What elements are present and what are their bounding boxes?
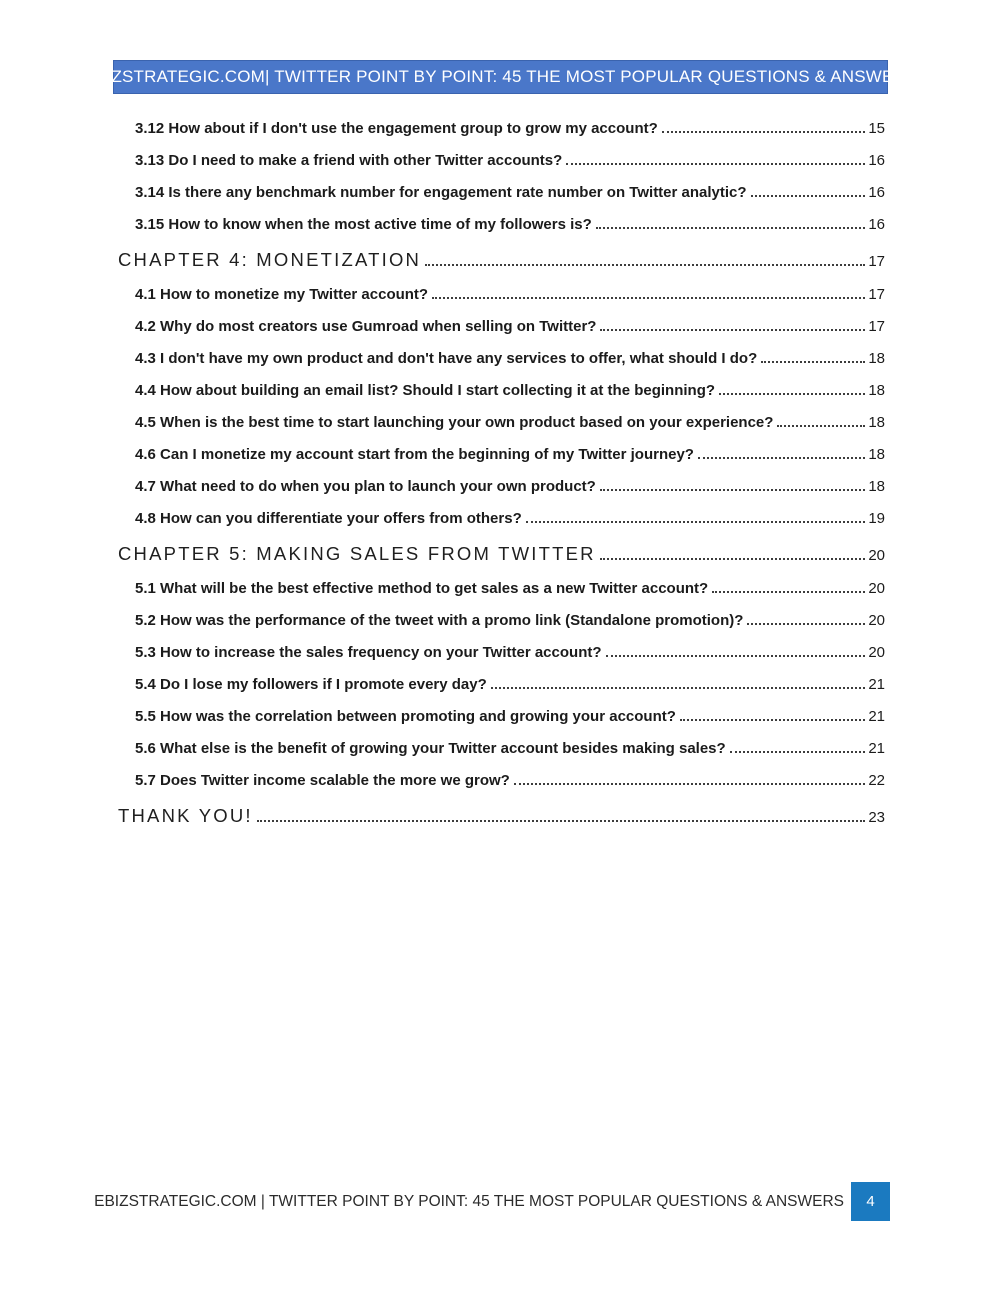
toc-page-number: 20: [868, 580, 885, 597]
toc-leader-dots: [761, 361, 865, 363]
toc-entry-label: 5.4 Do I lose my followers if I promote every day?: [135, 676, 487, 693]
toc-entry[interactable]: [118, 701, 885, 733]
toc-leader-dots: [596, 227, 866, 229]
toc-page-number: 21: [868, 740, 885, 757]
toc-leader-dots: [526, 521, 866, 523]
toc-leader-dots: [662, 131, 866, 133]
toc-entry-label: 5.7 Does Twitter income scalable the more we grow?: [135, 772, 510, 789]
toc-entry[interactable]: [118, 669, 885, 701]
toc-entry[interactable]: [118, 113, 885, 145]
toc-entry[interactable]: [118, 637, 885, 669]
toc-leader-dots: [747, 623, 865, 625]
toc-page-number: 17: [868, 286, 885, 303]
toc-page-number: 23: [868, 809, 885, 826]
toc-entry[interactable]: [118, 605, 885, 637]
toc-entry-label: 5.5 How was the correlation between promoting and growing your account?: [135, 708, 676, 725]
toc-entry[interactable]: [118, 439, 885, 471]
toc-page-number: 21: [868, 676, 885, 693]
toc-page-number: 18: [868, 414, 885, 431]
toc-entry-label: 5.6 What else is the benefit of growing your Twitter account besides making sales?: [135, 740, 726, 757]
page-number-box: [851, 1182, 890, 1221]
toc-chapter-entry[interactable]: [118, 244, 885, 276]
toc-leader-dots: [566, 163, 865, 165]
toc-entry-label: 3.15 How to know when the most active time of my followers is?: [135, 216, 592, 233]
toc-entry-label: 4.2 Why do most creators use Gumroad when selling on Twitter?: [135, 318, 597, 335]
toc-leader-dots: [600, 329, 865, 331]
toc-leader-dots: [600, 558, 866, 560]
toc-entry[interactable]: [118, 311, 885, 343]
toc-leader-dots: [514, 783, 865, 785]
toc-entry[interactable]: [118, 765, 885, 797]
toc-page-number: 20: [868, 547, 885, 564]
toc-page-number: 17: [868, 253, 885, 270]
toc-entry[interactable]: [118, 733, 885, 765]
toc-entry-label: CHAPTER 5: MAKING SALES FROM TWITTER: [118, 543, 596, 564]
toc-entry[interactable]: [118, 573, 885, 605]
toc-leader-dots: [777, 425, 865, 427]
toc-page-number: 16: [868, 184, 885, 201]
toc-entry[interactable]: [118, 177, 885, 209]
header-banner: [83, 60, 918, 94]
toc-entry[interactable]: [118, 145, 885, 177]
toc-leader-dots: [712, 591, 865, 593]
page-number: 4: [866, 1193, 875, 1210]
header-banner-text: EBIZSTRATEGIC.COM| TWITTER POINT BY POINT: 45 THE MOST POPULAR QUESTIONS & ANSWERS: [83, 67, 918, 86]
toc-leader-dots: [719, 393, 865, 395]
toc-page-number: 18: [868, 446, 885, 463]
toc-page-number: 22: [868, 772, 885, 789]
toc-leader-dots: [751, 195, 866, 197]
toc-entry-label: 4.1 How to monetize my Twitter account?: [135, 286, 429, 303]
toc-page-number: 20: [868, 612, 885, 629]
toc-entry-label: 4.5 When is the best time to start launching your own product based on your experience?: [135, 414, 774, 431]
toc-entry[interactable]: [118, 279, 885, 311]
toc-page-number: 18: [868, 350, 885, 367]
page-footer: [94, 1182, 890, 1221]
toc-chapter-entry[interactable]: [118, 800, 885, 832]
toc-entry[interactable]: [118, 209, 885, 241]
toc-entry-label: 5.3 How to increase the sales frequency on your Twitter account?: [135, 644, 602, 661]
toc-entry-label: 4.7 What need to do when you plan to launch your own product?: [135, 478, 596, 495]
toc-page-number: 18: [868, 478, 885, 495]
toc-entry[interactable]: [118, 503, 885, 535]
toc-page-number: 16: [868, 216, 885, 233]
toc-page-number: 15: [868, 120, 885, 137]
toc-page-number: 20: [868, 644, 885, 661]
toc-leader-dots: [432, 297, 865, 299]
toc-entry-label: 3.13 Do I need to make a friend with other Twitter accounts?: [135, 152, 563, 169]
toc-leader-dots: [680, 719, 865, 721]
toc-entry-label: 3.14 Is there any benchmark number for engagement rate number on Twitter analytic?: [135, 184, 747, 201]
toc-chapter-entry[interactable]: [118, 538, 885, 570]
toc-entry-label: 5.1 What will be the best effective method to get sales as a new Twitter account?: [135, 580, 709, 597]
toc-entry[interactable]: [118, 407, 885, 439]
toc-entry-label: 4.4 How about building an email list? Should I start collecting it at the beginning?: [135, 382, 716, 399]
toc-entry-label: 4.8 How can you differentiate your offers from others?: [135, 510, 522, 527]
toc-entry-label: 5.2 How was the performance of the tweet with a promo link (Standalone promotion)?: [135, 612, 744, 629]
toc-page-number: 21: [868, 708, 885, 725]
footer-text: EBIZSTRATEGIC.COM | TWITTER POINT BY POINT: 45 THE MOST POPULAR QUESTIONS & ANSWERS: [94, 1192, 844, 1210]
toc-leader-dots: [491, 687, 866, 689]
table-of-contents: [118, 113, 885, 835]
toc-entry[interactable]: [118, 343, 885, 375]
toc-page-number: 16: [868, 152, 885, 169]
toc-entry-label: THANK YOU!: [118, 805, 253, 826]
toc-entry-label: 4.6 Can I monetize my account start from the beginning of my Twitter journey?: [135, 446, 694, 463]
toc-entry-label: CHAPTER 4: MONETIZATION: [118, 249, 422, 270]
toc-leader-dots: [698, 457, 865, 459]
toc-page-number: 18: [868, 382, 885, 399]
toc-page-number: 17: [868, 318, 885, 335]
toc-page-number: 19: [868, 510, 885, 527]
toc-leader-dots: [730, 751, 866, 753]
toc-entry-label: 4.3 I don't have my own product and don't have any services to offer, what should I do?: [135, 350, 758, 367]
toc-entry[interactable]: [118, 471, 885, 503]
toc-leader-dots: [600, 489, 865, 491]
toc-leader-dots: [425, 264, 865, 266]
toc-entry[interactable]: [118, 375, 885, 407]
toc-leader-dots: [257, 820, 866, 822]
toc-leader-dots: [606, 655, 866, 657]
toc-entry-label: 3.12 How about if I don't use the engagement group to grow my account?: [135, 120, 658, 137]
